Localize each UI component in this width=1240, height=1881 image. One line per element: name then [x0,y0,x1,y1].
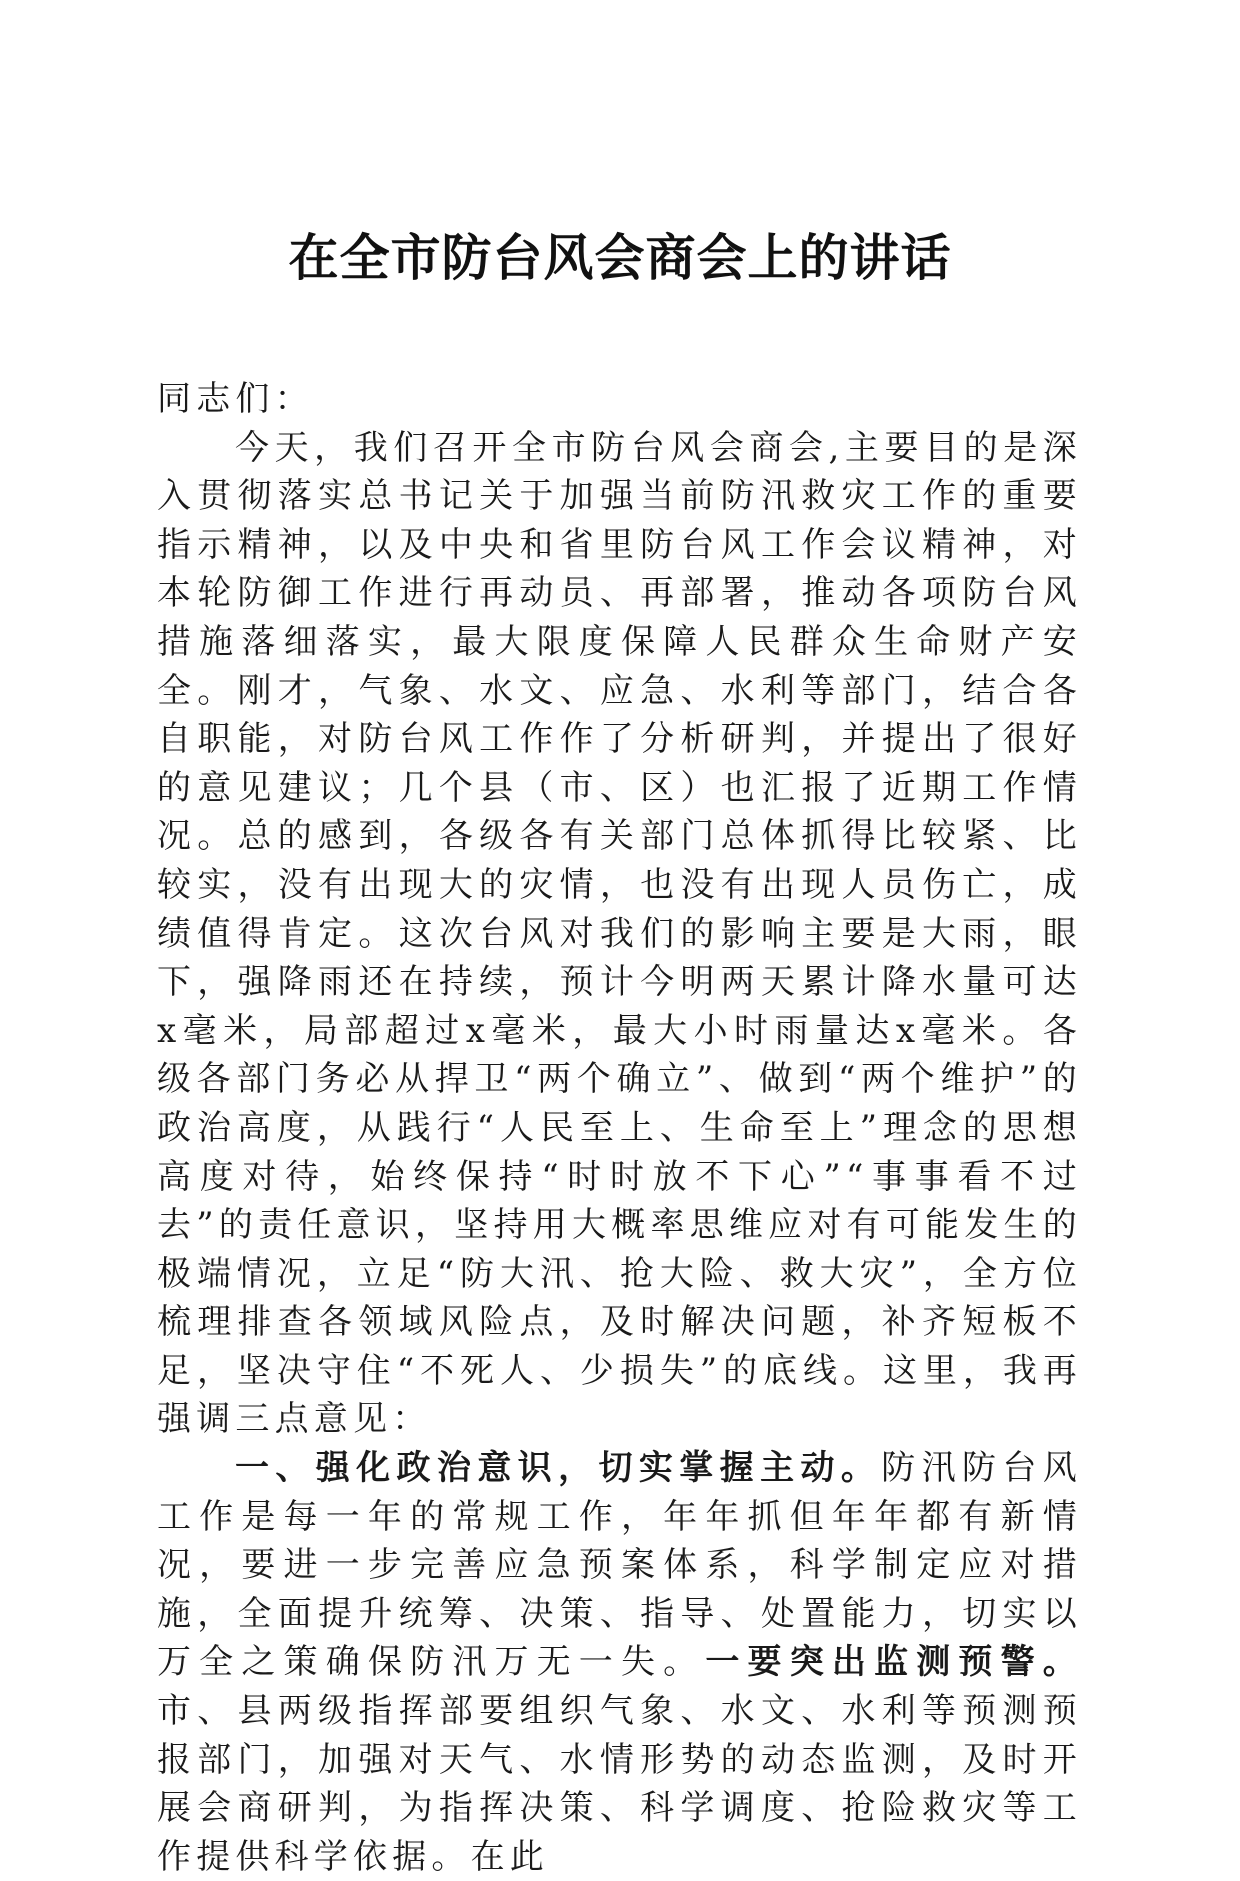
section-heading: 一、强化政治意识，切实掌握主动。 [235,1448,882,1489]
document-body [157,375,1082,1881]
paragraph-intro: 今天，我们召开全市防台风会商会,主要目的是深入贯彻落实总书记关于加强当前防汛救灾工作的重要指示精神，以及中央和省里防台风工作会议精神，对本轮防御工作进行再动员、再部署，推动各项防台风措施落细落实，最大限度保障人民群众生命财产安全。刚才，气象、水文、应急、水利等部门，结合各自职能，对防台风工作作了分析研判，并提出了很好的意见建议；几个县（市、区）也汇报了近期工作情况。总的感到，各级各有关部门总体抓得比较紧、比较实，没有出现大的灾情，也没有出现人员伤亡，成绩值得肯定。这次台风对我们的影响主要是大雨，眼下，强降雨还在持续，预计今明两天累计降水量可达x毫米，局部超过x毫米，最大小时雨量达x毫米。各级各部门务必从捍卫“两个确立”、做到“两个维护”的政治高度，从践行“人民至上、生命至上”理念的思想高度对待，始终保持“时时放不下心”“事事看不过去”的责任意识，坚持用大概率思维应对有可能发生的极端情况，立足“防大汛、抢大险、救大灾”，全方位梳理排查各领域风险点，及时解决问题，补齐短板不足，坚决守住“不死人、少损失”的底线。这里，我再强调三点意见： [157,427,1082,1440]
salutation: 同志们： [157,379,314,419]
document-title: 在全市防台风会商会上的讲话 [288,228,952,287]
subsection-heading: 一要突出监测预警。 [705,1642,1082,1683]
section-text: 防汛防台风工作是每一年的常规工作，年年抓但年年都有新情况，要进一步完善应急预案体系，科学制定应对措施，全面提升统筹、决策、指导、处置能力，切实以万全之策确保防汛万无一失。 [157,1448,1083,1683]
subsection-text: 市、县两级指挥部要组织气象、水文、水利等预测预报部门，加强对天气、水情形势的动态监测，及时开展会商研判，为指挥决策、科学调度、抢险救灾等工作提供科学依据。在此 [157,1691,1082,1877]
paragraph-section-one [157,1444,1082,1881]
